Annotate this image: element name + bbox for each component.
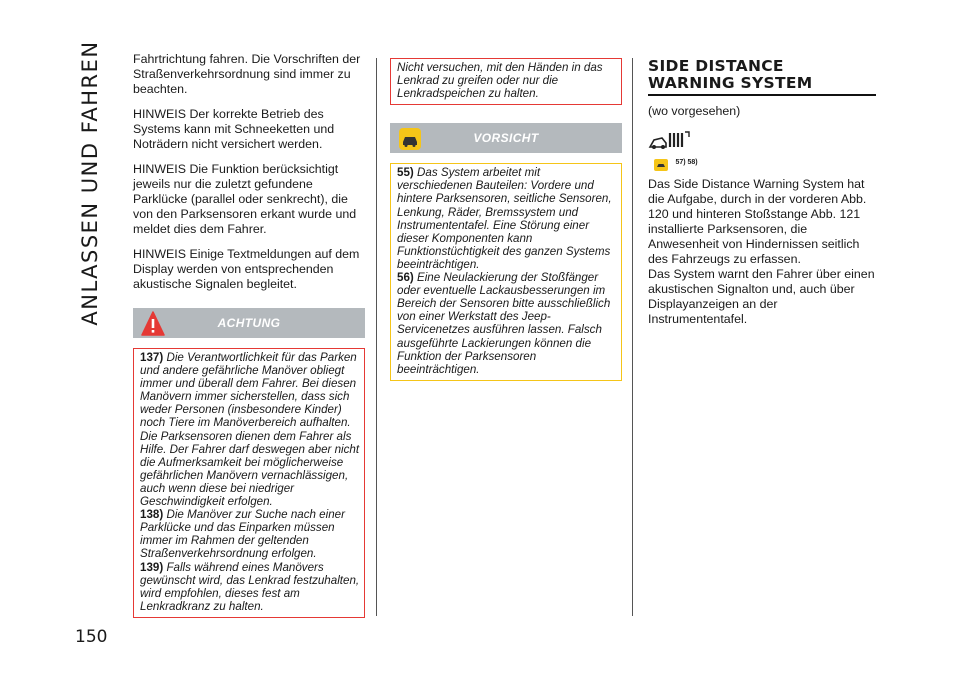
warning-box-continued: Nicht versuchen, mit den Händen in das Lenkrad zu greifen oder nur die Lenkradspeichen zu halten. <box>390 58 622 105</box>
references: 57) 58) <box>675 159 698 166</box>
side-distance-sensor-icon <box>648 129 694 151</box>
warning-title: ACHTUNG <box>217 316 281 330</box>
warning-banner <box>133 308 365 338</box>
caution-item: 55) Das System arbeitet mit verschiedenen Bauteilen: Vordere und hintere Parksensoren, seitliche Sensoren, Lenkung, Räder, Bremssystem und Instrumententafel. Eine Störung einer dieser Komponenten kann Funktionstüchtigkeit des ganzen Systems beeinträchtigen. <box>397 166 612 271</box>
paragraph: Fahrtrichtung fahren. Die Vorschriften der Straßenverkehrsordnung sind immer zu beachten. <box>133 52 361 96</box>
column-divider <box>376 58 377 616</box>
warning-item: 138) Die Manöver zur Suche nach einer Parklücke und das Einparken müssen immer im Rahmen der geltenden Straßenverkehrsordnung erfolgen. <box>140 508 345 561</box>
section-heading: SIDE DISTANCE WARNING SYSTEM <box>648 58 876 96</box>
column-1 <box>133 52 365 618</box>
caution-box <box>390 163 622 381</box>
note-paragraph: HINWEIS Die Funktion berücksichtigt jeweils nur die zuletzt gefundene Parklücke (parallel oder senkrecht), die von den Parksensoren erkant wurde und meldet dies dem Fahrer. <box>133 162 357 236</box>
note-paragraph: HINWEIS Einige Textmeldungen auf dem Display werden von entsprechenden akustische Signalen begleitet. <box>133 247 360 291</box>
column-2 <box>390 58 622 381</box>
note-paragraph: HINWEIS Der korrekte Betrieb des Systems kann mit Schneeketten und Noträdern nicht versichert werden. <box>133 107 335 151</box>
chapter-side-title: ANLASSEN UND FAHREN <box>78 40 102 326</box>
column-divider <box>632 58 633 616</box>
caution-title: VORSICHT <box>473 131 539 146</box>
caution-item: 56) Eine Neulackierung der Stoßfänger oder eventuelle Lackausbesserungen im Bereich der Sensoren bitte ausschließlich von einer Werkstatt des Jeep-Servicenetzes ausführen lassen. Falsch ausgeführte Lackierungen können die Funktion der Parksensoren beeinträchtigen. <box>397 271 611 376</box>
column-3 <box>648 58 876 327</box>
refs-row <box>654 157 876 171</box>
paragraph: Das Side Distance Warning System hat die Aufgabe, durch in der vorderen Abb. 120 und hinteren Stoßstange Abb. 121 installierte Parksensoren, die Anwesenheit von Hindernissen seitlich des Fahrzeugs zu erfassen. <box>648 177 867 266</box>
warning-box <box>133 348 365 618</box>
warning-item: 137) Die Verantwortlichkeit für das Parken und andere gefährliche Manöver obliegt immer und überall dem Fahrer. Bei diesen Manövern immer sicherstellen, dass sich weder Personen (insbesondere Kinder) noch Tiere im Manöverbereich aufhalten. Die Parksensoren dienen dem Fahrer als Hilfe. Der Fahrer darf deswegen aber nicht die Aufmerksamkeit bei möglicherweise gefährlichen Manövern vernachlässigen, auch wenn diese bei niedriger Geschwindigkeit erfolgen. <box>140 351 360 509</box>
section-subtitle: (wo vorgesehen) <box>648 104 741 118</box>
page-number: 150 <box>75 627 108 647</box>
caution-banner <box>390 123 622 153</box>
warning-item: 139) Falls während eines Manövers gewünscht wird, das Lenkrad festzuhalten, wird empfohlen, dieses fest am Lenkradkranz zu halten. <box>140 560 360 613</box>
small-caution-icon <box>654 159 668 171</box>
paragraph: Das System warnt den Fahrer über einen akustischen Signalton und, auch über Displayanzeigen an der Instrumententafel. <box>648 267 875 326</box>
